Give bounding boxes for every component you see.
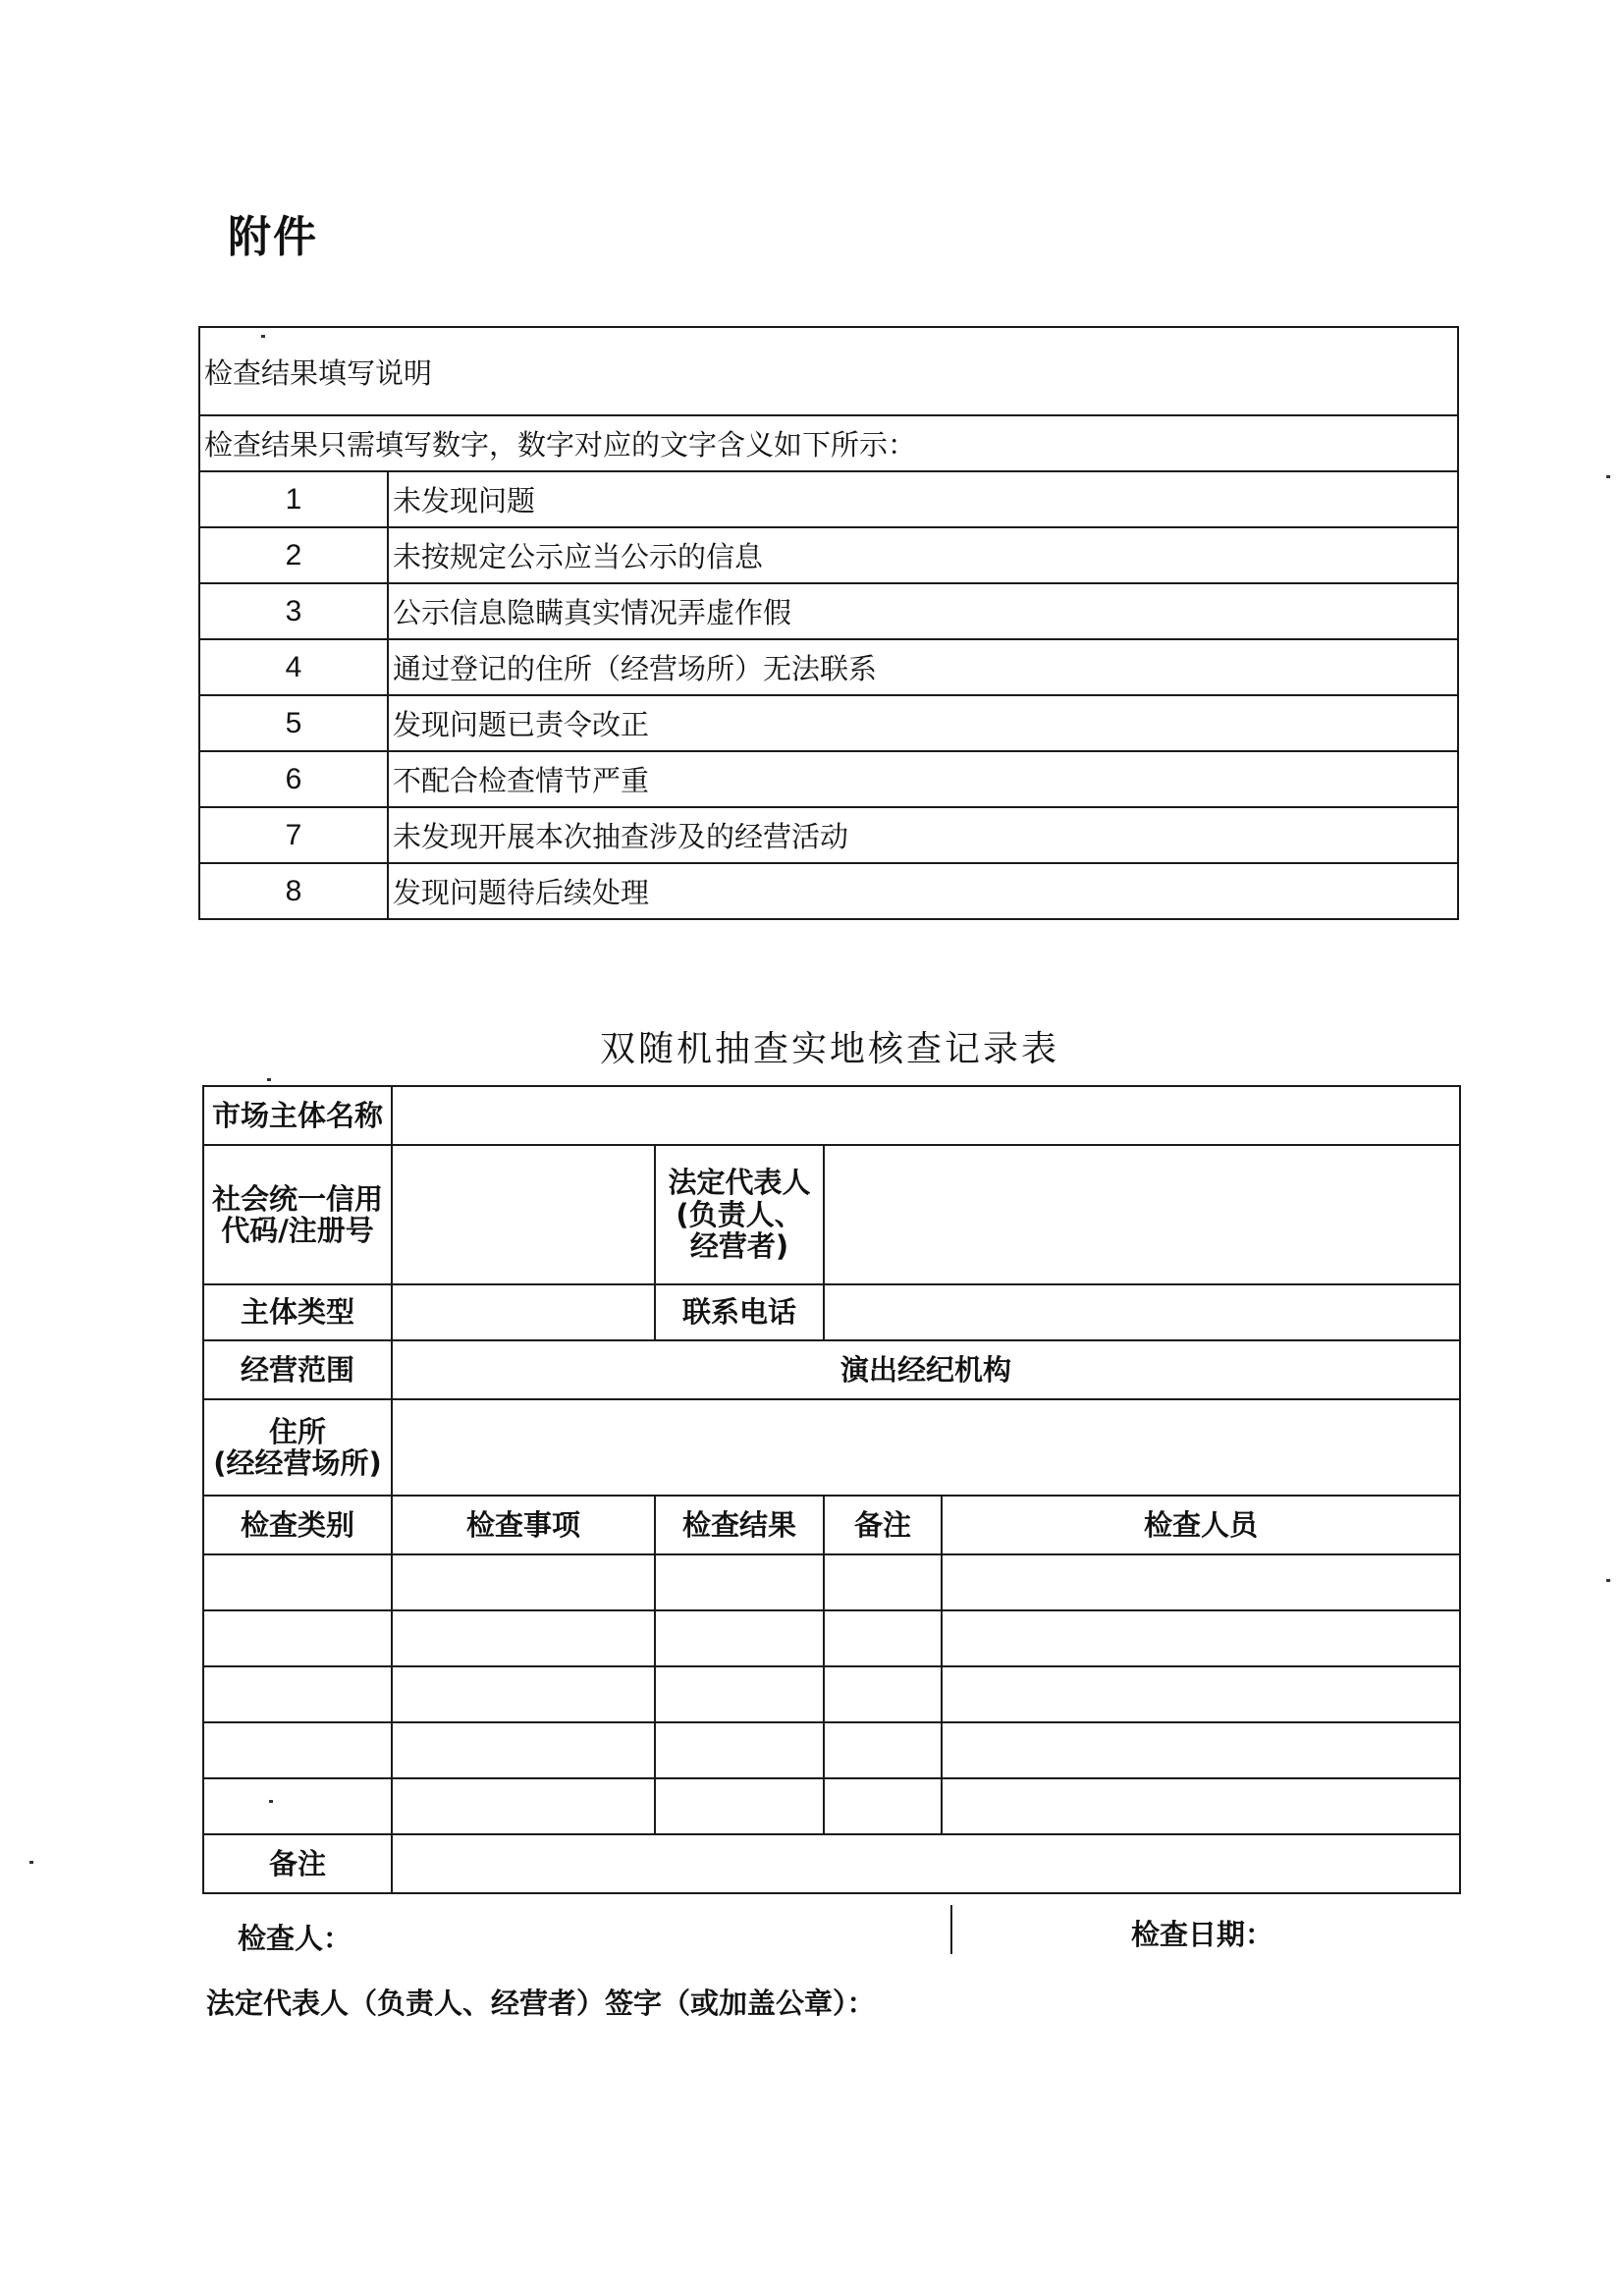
- inspection-entry-row: [203, 1778, 1460, 1834]
- inspection-result-cell[interactable]: [655, 1666, 824, 1722]
- credit-code-label-line2: 代码/注册号: [221, 1214, 374, 1247]
- legend-meaning: 通过登记的住所（经营场所）无法联系: [388, 639, 1458, 695]
- legend-row: [199, 863, 1458, 919]
- inspection-category-cell[interactable]: [203, 1554, 392, 1610]
- legend-row: [199, 695, 1458, 751]
- inspection-entry-row: [203, 1722, 1460, 1778]
- scan-speck: [1606, 1579, 1610, 1582]
- inspection-item-cell[interactable]: [392, 1722, 655, 1778]
- legend-row: [199, 471, 1458, 527]
- legend-meaning: 未发现开展本次抽查涉及的经营活动: [388, 807, 1458, 863]
- legal-rep-label-line2: (负责人、: [676, 1197, 803, 1231]
- remarks-row: [203, 1834, 1460, 1893]
- entity-name-field[interactable]: [392, 1086, 1460, 1145]
- legal-rep-label-line1: 法定代表人: [668, 1166, 811, 1200]
- legend-code: 5: [199, 695, 388, 751]
- legend-row: [199, 527, 1458, 583]
- inspection-item-cell[interactable]: [392, 1666, 655, 1722]
- inspection-remark-cell[interactable]: [824, 1554, 942, 1610]
- inspection-category-cell[interactable]: [203, 1778, 392, 1834]
- inspection-item-cell[interactable]: [392, 1610, 655, 1666]
- inspection-category-cell[interactable]: [203, 1610, 392, 1666]
- inspection-category-cell[interactable]: [203, 1666, 392, 1722]
- legend-code: 2: [199, 527, 388, 583]
- inspector-cell[interactable]: [942, 1666, 1460, 1722]
- address-label-line2: (经经营场所): [213, 1446, 382, 1480]
- scan-speck: [267, 1078, 271, 1081]
- inspection-category-cell[interactable]: [203, 1722, 392, 1778]
- inspector-signature-label: 检查人：: [238, 1922, 352, 1955]
- phone-label: 联系电话: [655, 1284, 824, 1340]
- business-scope-field[interactable]: 演出经纪机构: [392, 1340, 1460, 1399]
- inspection-remark-cell[interactable]: [824, 1610, 942, 1666]
- business-scope-row: [203, 1340, 1460, 1399]
- address-label: [203, 1399, 392, 1496]
- inspection-record-table: [202, 1085, 1461, 1894]
- legend-row: [199, 751, 1458, 807]
- inspection-date-label: 检查日期：: [1131, 1918, 1274, 1951]
- column-header: 备注: [824, 1496, 942, 1554]
- legend-title-row: [199, 327, 1458, 415]
- inspection-remark-cell[interactable]: [824, 1666, 942, 1722]
- legend-row: [199, 583, 1458, 639]
- inspection-result-cell[interactable]: [655, 1722, 824, 1778]
- inspection-entry-row: [203, 1554, 1460, 1610]
- inspection-result-cell[interactable]: [655, 1610, 824, 1666]
- legend-meaning: 不配合检查情节严重: [388, 751, 1458, 807]
- legal-rep-label-line3: 经营者): [689, 1229, 789, 1264]
- inspection-result-cell[interactable]: [655, 1778, 824, 1834]
- column-header: 检查人员: [942, 1496, 1460, 1554]
- inspector-cell[interactable]: [942, 1778, 1460, 1834]
- legend-code: 7: [199, 807, 388, 863]
- scan-speck: [261, 335, 265, 338]
- inspector-cell[interactable]: [942, 1610, 1460, 1666]
- credit-code-field[interactable]: [392, 1145, 655, 1284]
- inspection-item-cell[interactable]: [392, 1778, 655, 1834]
- inspection-entry-row: [203, 1666, 1460, 1722]
- scan-speck: [29, 1861, 33, 1864]
- attachment-title: 附件: [228, 212, 318, 262]
- inspection-remark-cell[interactable]: [824, 1722, 942, 1778]
- legend-meaning: 未发现问题: [388, 471, 1458, 527]
- footer-divider: [950, 1905, 952, 1954]
- credit-code-label: [203, 1145, 392, 1284]
- inspection-remark-cell[interactable]: [824, 1778, 942, 1834]
- legend-row: [199, 807, 1458, 863]
- legend-meaning: 未按规定公示应当公示的信息: [388, 527, 1458, 583]
- inspector-cell[interactable]: [942, 1722, 1460, 1778]
- legend-meaning: 发现问题待后续处理: [388, 863, 1458, 919]
- address-field[interactable]: [392, 1399, 1460, 1496]
- inspection-entry-row: [203, 1610, 1460, 1666]
- address-row: [203, 1399, 1460, 1496]
- entity-name-row: [203, 1086, 1460, 1145]
- remarks-label: 备注: [203, 1834, 392, 1893]
- entity-name-label: 市场主体名称: [203, 1086, 392, 1145]
- credit-code-row: [203, 1145, 1460, 1284]
- legend-code: 3: [199, 583, 388, 639]
- inspection-result-cell[interactable]: [655, 1554, 824, 1610]
- remarks-field[interactable]: [392, 1834, 1460, 1893]
- legend-title: 检查结果填写说明: [199, 327, 1458, 415]
- legend-instruction-row: [199, 415, 1458, 471]
- credit-code-label-line1: 社会统一信用: [211, 1181, 383, 1216]
- legend-row: [199, 639, 1458, 695]
- legal-rep-field[interactable]: [824, 1145, 1460, 1284]
- legal-rep-label: [655, 1145, 824, 1284]
- business-scope-label: 经营范围: [203, 1340, 392, 1399]
- scan-speck: [269, 1800, 273, 1803]
- inspector-cell[interactable]: [942, 1554, 1460, 1610]
- scan-speck: [1606, 475, 1610, 478]
- address-label-line1: 住所: [268, 1414, 326, 1448]
- phone-field[interactable]: [824, 1284, 1460, 1340]
- form-title: 双随机抽查实地核查记录表: [599, 1029, 1059, 1069]
- result-legend-table: [198, 326, 1459, 920]
- legend-code: 4: [199, 639, 388, 695]
- legal-rep-signature-label: 法定代表人（负责人、经营者）签字（或加盖公章）：: [206, 1987, 876, 2020]
- entity-type-label: 主体类型: [203, 1284, 392, 1340]
- entity-type-row: [203, 1284, 1460, 1340]
- legend-meaning: 发现问题已责令改正: [388, 695, 1458, 751]
- inspection-item-cell[interactable]: [392, 1554, 655, 1610]
- entity-type-field[interactable]: [392, 1284, 655, 1340]
- column-header: 检查结果: [655, 1496, 824, 1554]
- legend-code: 1: [199, 471, 388, 527]
- legend-instruction: 检查结果只需填写数字，数字对应的文字含义如下所示：: [199, 415, 1458, 471]
- legend-meaning: 公示信息隐瞒真实情况弄虚作假: [388, 583, 1458, 639]
- inspection-header-row: [203, 1496, 1460, 1554]
- column-header: 检查事项: [392, 1496, 655, 1554]
- legend-code: 8: [199, 863, 388, 919]
- legend-code: 6: [199, 751, 388, 807]
- column-header: 检查类别: [203, 1496, 392, 1554]
